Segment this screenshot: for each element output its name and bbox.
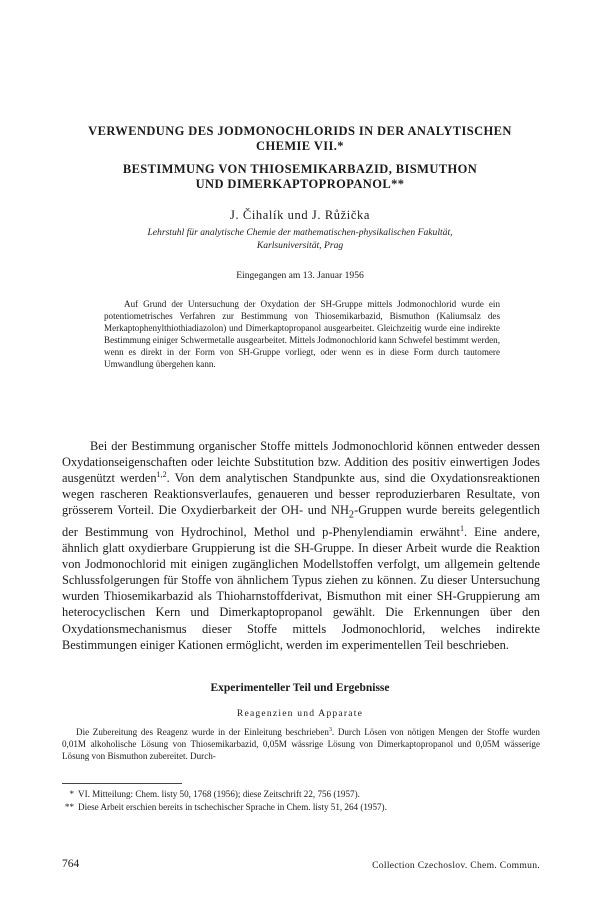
footnote-divider	[62, 783, 182, 784]
experimental-text-part1: Die Zubereitung des Reagenz wurde in der Einleitung beschrieben	[76, 727, 329, 737]
footnote-text: VI. Mitteilung: Chem. listy 50, 1768 (1956); diese Zeitschrift 22, 756 (1957).	[78, 789, 360, 799]
received-date: Eingegangen am 13. Januar 1956	[236, 270, 364, 281]
reference-1: 1	[459, 523, 464, 533]
subscript-2: 2	[348, 509, 355, 521]
subsection-heading: Reagenzien und Apparate	[236, 708, 364, 719]
footnote-mark: *	[69, 789, 74, 799]
abstract: Auf Grund der Untersuchung der Oxydation der SH-Gruppe mittels Jodmonochlorid wurde ein potentiometrisches Verfahren zur Bestimmung von Thiosemikarbazid, Bismuthon (Kaliumsalz des Merkaptophenylthiothiadiazolon) und Dimerkaptopropanol ausgearbeitet. Gleichzeitig wurde eine indirekte Bestimmung einiger Schwermetalle ausgearbeitet. Mittels Jodmonochlorid kann Schwefel bestimmt werden, wenn es direkt in der Form von SH-Gruppe vorliegt, oder wenn es in diese Form durch tautomere Umwandlung übergehen kann.	[104, 299, 500, 370]
title-line-1: VERWENDUNG DES JODMONOCHLORIDS IN DER ANALYTISCHEN	[88, 124, 512, 138]
body-text-part4: . Eine andere, ähnlich glatt oxydierbare Gruppierung ist die SH-Gruppe. In dieser Arbeit wurde die Reaktion von Jodmonochlorid mit einigen zugänglichen Modellstoffen verfolgt, um allgemein geltende Schlussfolgerungen für Stoffe von ähnlichem Typus ziehen zu können. Zu dieser Untersuchung wurden Thiosemikarbazid als Thioharnstoffderivat, Bismuthon mit einer SH-Gruppierung am heterocyclischen Kern und Dimerkaptopropanol gewählt. Die Erkennungen über den Oxydationsmechanismus dieser Stoffe mittels Jodmonochlorid, welches indirekte Bestimmungen einiger Kationen ermöglicht, werden im experimentellen Teil beschrieben.	[62, 524, 540, 652]
title-line-4: UND DIMERKAPTOPROPANOL**	[195, 177, 405, 191]
section-heading: Experimenteller Teil und Ergebnisse	[210, 682, 390, 694]
reference-3: 3	[328, 726, 332, 733]
title-line-2: CHEMIE VII.*	[256, 139, 344, 153]
footnote-2	[62, 801, 540, 813]
footnote-text: Diese Arbeit erschien bereits in tschechischer Sprache in Chem. listy 51, 264 (1957).	[78, 802, 387, 812]
page-number: 764	[62, 858, 80, 870]
body-paragraph	[62, 438, 540, 653]
journal-name: Collection Czechoslov. Chem. Commun.	[372, 860, 540, 871]
affiliation-line-1: Lehrstuhl für analytische Chemie der mathematischen-physikalischen Fakultät,	[147, 227, 453, 238]
experimental-paragraph	[62, 726, 540, 762]
reference-1-2: 1,2	[156, 470, 167, 480]
authors: J. Čihalík und J. Růžička	[230, 208, 370, 222]
affiliation-line-2: Karlsuniversität, Prag	[256, 240, 344, 251]
footnote-mark: **	[64, 802, 74, 812]
title-line-3: BESTIMMUNG VON THIOSEMIKARBAZID, BISMUTHON	[122, 162, 478, 176]
body-text-part3: -Gruppen wurde bereits gelegentlich der Bestimmung von Hydrochinol, Methol und p-Phenylendiamin erwähnt	[62, 503, 540, 539]
body-text-part1: Bei der Bestimmung organischer Stoffe mittels Jodmonochlorid können entweder dessen Oxydationseigenschaften oder leichte Substitution bzw. Addition des positiv einwertigen Jodes ausgenützt werden	[62, 439, 540, 486]
footnote-1	[62, 788, 540, 800]
experimental-text-part2: . Durch Lösen von nötigen Mengen der Stoffe wurden 0,01M alkoholische Lösung von Thiosemikarbazid, 0,05M wässrige Lösung von Dimerkaptopropanol und 0,05M wässerige Lösung von Bismuthon zubereitet. Durch-	[62, 727, 540, 762]
body-text-part2: . Von dem analytischen Standpunkte aus, sind die Oxydationsreaktionen wegen rascheren Reaktionsverlaufes, genaueren und besser reproduzierbaren Resultate, von grösserem Vorteil. Die Oxydierbarkeit der OH- und NH	[62, 471, 540, 518]
